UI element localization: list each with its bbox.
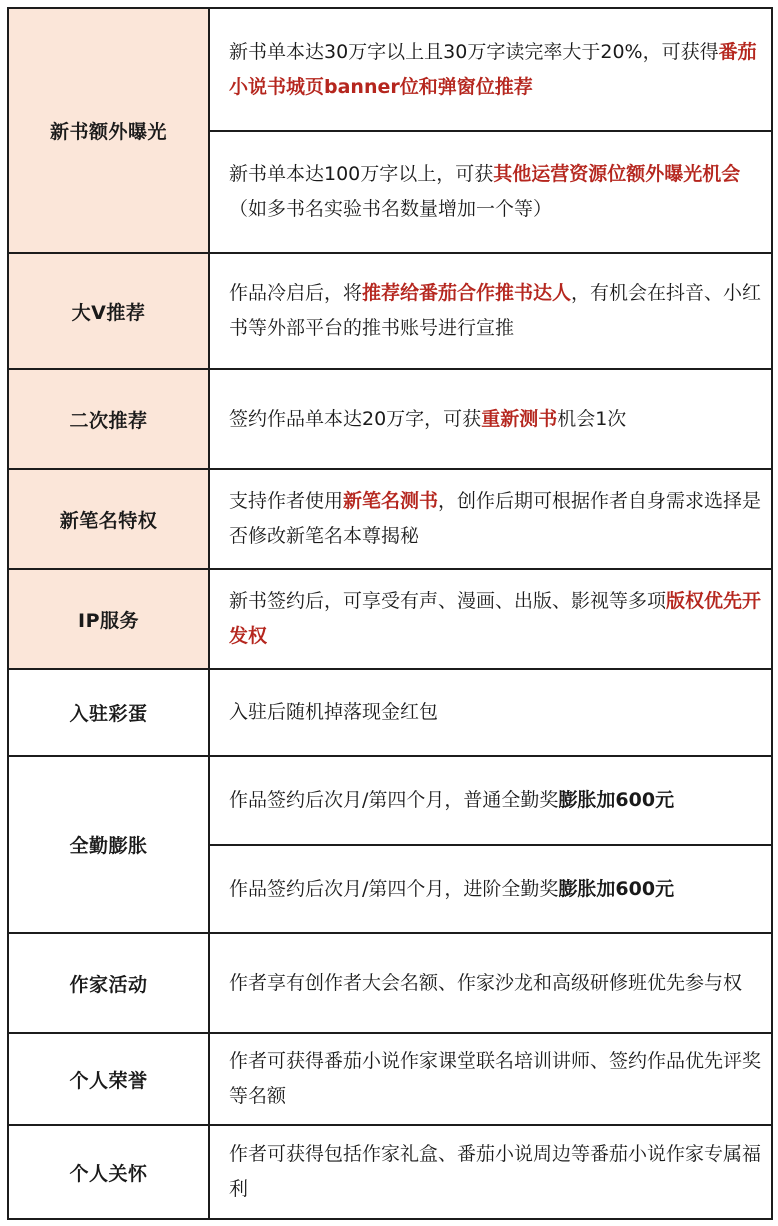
description-text: 作品冷启后，将	[229, 282, 363, 304]
description-text: 支持作者使用	[229, 490, 344, 512]
table-row	[8, 369, 772, 469]
description-text: 新书单本达30万字以上且30万字读完率大于20%，可获得	[229, 40, 719, 63]
description-cell	[209, 669, 772, 756]
table-row	[8, 569, 772, 669]
table-row	[8, 933, 772, 1033]
highlight-text: 版权优先开发权	[229, 590, 762, 647]
description-text: 新书单本达100万字以上，可获	[229, 163, 494, 185]
table-row	[8, 756, 772, 845]
category-cell: 入驻彩蛋	[8, 669, 209, 756]
category-cell: 全勤膨胀	[8, 756, 209, 933]
description-text: 作品签约后次月/第四个月，进阶全勤奖	[229, 877, 559, 900]
benefits-table	[7, 7, 773, 1220]
description-cell	[209, 1125, 772, 1219]
table-row	[8, 253, 772, 369]
table-row	[8, 8, 772, 131]
description-cell	[209, 1033, 772, 1125]
description-cell	[209, 469, 772, 569]
highlight-text: 重新测书	[481, 407, 558, 430]
description-text: 入驻后随机掉落现金红包	[229, 701, 439, 723]
table-row	[8, 1125, 772, 1219]
description-cell	[209, 253, 772, 369]
description-text: 签约作品单本达20万字，可获	[229, 407, 482, 430]
description-cell	[209, 8, 772, 131]
description-text: 作者可获得包括作家礼盒、番茄小说周边等番茄小说作家专属福利	[229, 1143, 762, 1200]
description-text: 作者可获得番茄小说作家课堂联名培训讲师、签约作品优先评奖等名额	[229, 1050, 762, 1107]
category-cell: IP服务	[8, 569, 209, 669]
description-text: 作者享有创作者大会名额、作家沙龙和高级研修班优先参与权	[229, 971, 743, 994]
description-cell	[209, 845, 772, 933]
bold-text: 膨胀加600元	[558, 789, 675, 811]
highlight-text: 番茄小说书城页banner位和弹窗位推荐	[229, 40, 757, 98]
description-text: 作品签约后次月/第四个月，普通全勤奖	[229, 789, 559, 811]
description-cell	[209, 933, 772, 1033]
bold-text: 膨胀加600元	[558, 877, 675, 900]
description-cell	[209, 369, 772, 469]
category-cell: 大V推荐	[8, 253, 209, 369]
table-row	[8, 669, 772, 756]
description-text: ，有机会在抖音、小红书等外部平台的推书账号进行宣推	[229, 282, 762, 339]
category-cell: 个人荣誉	[8, 1033, 209, 1125]
highlight-text: 推荐给番茄合作推书达人	[362, 282, 572, 304]
description-cell	[209, 131, 772, 253]
category-cell: 新书额外曝光	[8, 8, 209, 253]
table-row	[8, 469, 772, 569]
description-cell	[209, 569, 772, 669]
description-text: 新书签约后，可享受有声、漫画、出版、影视等多项	[229, 590, 667, 612]
description-text: 机会1次	[557, 407, 627, 430]
category-cell: 个人关怀	[8, 1125, 209, 1219]
description-cell	[209, 756, 772, 845]
highlight-text: 其他运营资源位额外曝光机会	[493, 163, 741, 185]
description-text: ，创作后期可根据作者自身需求选择是否修改新笔名本尊揭秘	[229, 490, 762, 547]
category-cell: 作家活动	[8, 933, 209, 1033]
category-cell: 新笔名特权	[8, 469, 209, 569]
description-text: （如多书名实验书名数量增加一个等）	[229, 198, 553, 220]
highlight-text: 新笔名测书	[343, 490, 439, 512]
table-row	[8, 1033, 772, 1125]
category-cell: 二次推荐	[8, 369, 209, 469]
